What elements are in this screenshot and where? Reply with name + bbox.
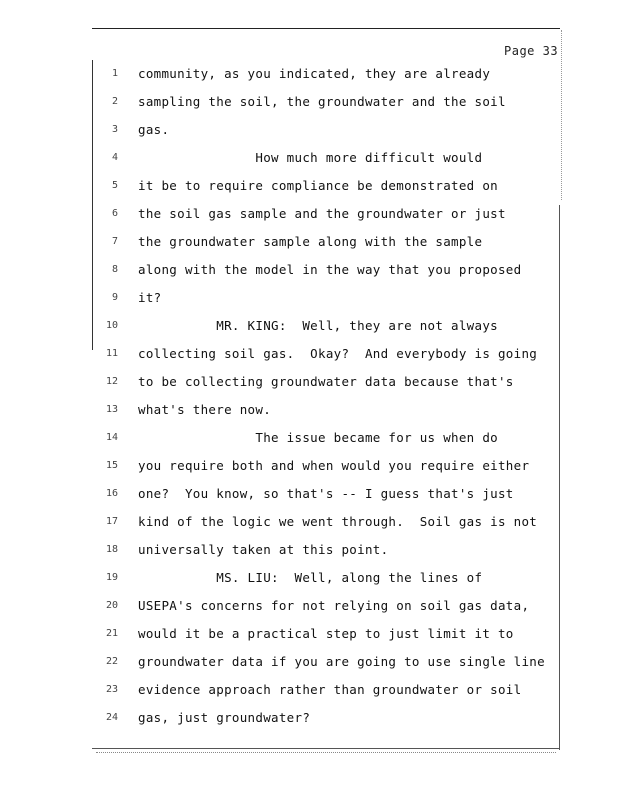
line-number: 6 — [111, 208, 118, 219]
line-number: 22 — [105, 656, 118, 667]
line-number: 13 — [105, 404, 118, 415]
line-number: 5 — [111, 180, 118, 191]
line-number: 24 — [105, 712, 118, 723]
line-number: 17 — [105, 516, 118, 527]
line-text: MR. KING: Well, they are not always — [138, 318, 498, 333]
line-number: 20 — [105, 600, 118, 611]
line-text: to be collecting groundwater data because that's — [138, 374, 514, 389]
line-text: what's there now. — [138, 402, 272, 417]
line-number: 23 — [105, 684, 118, 695]
line-number: 18 — [105, 544, 118, 555]
line-text: the groundwater sample along with the sample — [138, 234, 483, 249]
line-number: 12 — [105, 376, 118, 387]
line-number: 7 — [111, 236, 118, 247]
line-number: 14 — [105, 432, 118, 443]
line-number: 11 — [105, 348, 118, 359]
line-number: 19 — [105, 572, 118, 583]
line-number: 21 — [105, 628, 118, 639]
line-number: 4 — [111, 152, 118, 163]
line-number: 15 — [105, 460, 118, 471]
line-text: kind of the logic we went through. Soil gas is not — [138, 514, 538, 529]
line-number: 16 — [105, 488, 118, 499]
scan-edge-marks — [561, 30, 564, 200]
line-text: universally taken at this point. — [138, 542, 389, 557]
line-text: you require both and when would you require either — [138, 458, 530, 473]
footer-marks — [96, 752, 556, 755]
right-margin-rule — [559, 205, 560, 750]
line-number: 2 — [111, 96, 118, 107]
bottom-rule — [92, 748, 560, 749]
line-text: community, as you indicated, they are already — [138, 66, 491, 81]
line-number: 8 — [111, 264, 118, 275]
line-text: would it be a practical step to just limit it to — [138, 626, 514, 641]
line-text: MS. LIU: Well, along the lines of — [138, 570, 483, 585]
line-text: one? You know, so that's -- I guess that's just — [138, 486, 514, 501]
line-number: 1 — [111, 68, 118, 79]
line-number: 10 — [105, 320, 118, 331]
top-rule — [92, 28, 560, 29]
line-text: USEPA's concerns for not relying on soil gas data, — [138, 598, 530, 613]
line-number: 9 — [111, 292, 118, 303]
line-text: sampling the soil, the groundwater and the soil — [138, 94, 506, 109]
line-text: it? — [138, 290, 162, 305]
page-number: Page 33 — [504, 44, 559, 58]
line-text: along with the model in the way that you proposed — [138, 262, 522, 277]
line-text: the soil gas sample and the groundwater or just — [138, 206, 506, 221]
line-text: it be to require compliance be demonstrated on — [138, 178, 498, 193]
line-text: evidence approach rather than groundwater or soil — [138, 682, 522, 697]
line-text: collecting soil gas. Okay? And everybody is going — [138, 346, 538, 361]
line-text: How much more difficult would — [138, 150, 483, 165]
line-text: groundwater data if you are going to use single line — [138, 654, 545, 669]
line-text: gas, just groundwater? — [138, 710, 311, 725]
line-text: The issue became for us when do — [138, 430, 498, 445]
line-text: gas. — [138, 122, 170, 137]
line-number: 3 — [111, 124, 118, 135]
